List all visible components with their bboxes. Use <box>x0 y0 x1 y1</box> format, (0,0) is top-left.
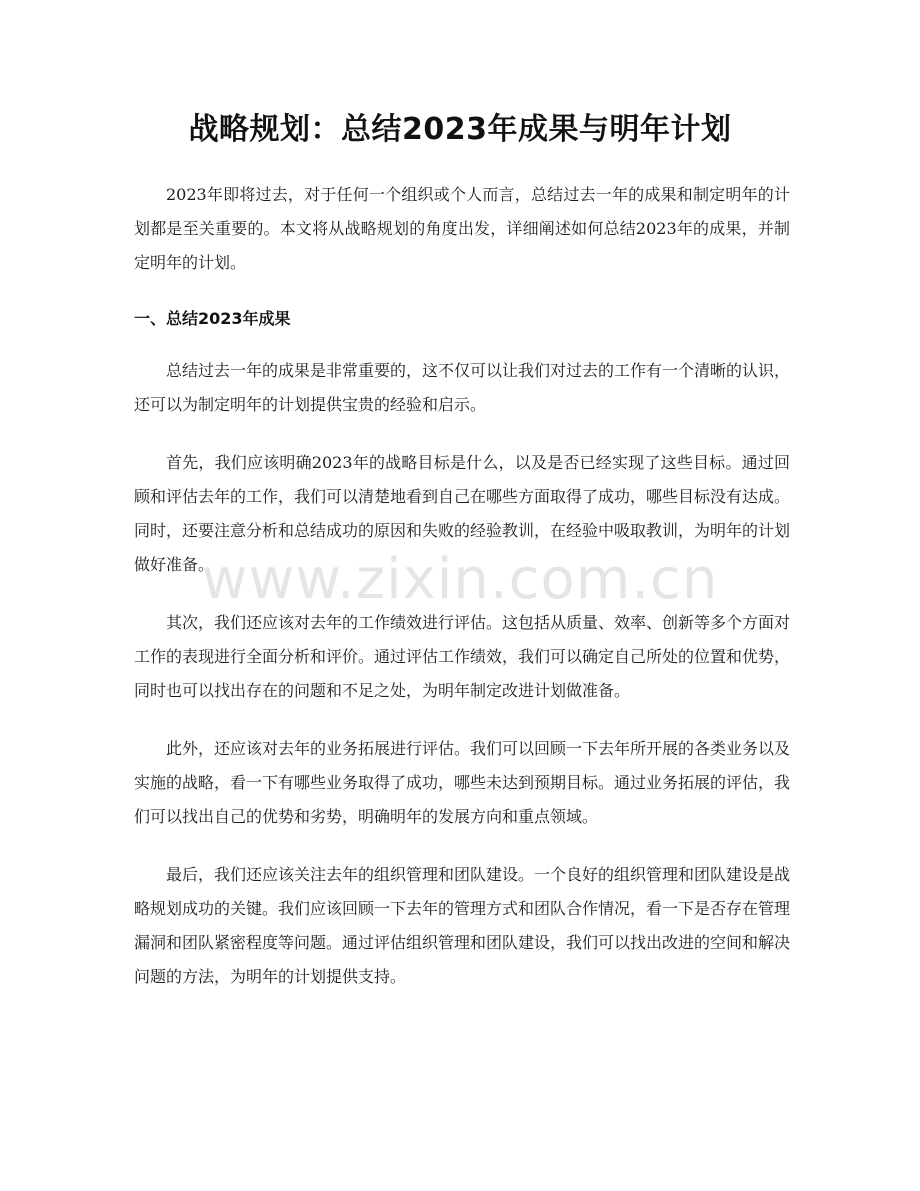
document-title: 战略规划：总结2023年成果与明年计划 <box>188 112 732 147</box>
body-paragraph: 首先，我们应该明确2023年的战略目标是什么，以及是否已经实现了这些目标。通过回顾和评估去年的工作，我们可以清楚地看到自己在哪些方面取得了成功，哪些目标没有达成。同时，还要注意分析和总结成功的原因和失败的经验教训，在经验中吸取教训，为明年的计划做好准备。 <box>134 453 791 574</box>
body-paragraph: 最后，我们还应该关注去年的组织管理和团队建设。一个良好的组织管理和团队建设是战略规划成功的关键。我们应该回顾一下去年的管理方式和团队合作情况，看一下是否存在管理漏洞和团队紧密程度等问题。通过评估组织管理和团队建设，我们可以找出改进的空间和解决问题的方法，为明年的计划提供支持。 <box>134 865 791 986</box>
body-paragraph: 其次，我们还应该对去年的工作绩效进行评估。这包括从质量、效率、创新等多个方面对工作的表现进行全面分析和评价。通过评估工作绩效，我们可以确定自己所处的位置和优势，同时也可以找出存在的问题和不足之处，为明年制定改进计划做准备。 <box>134 613 791 700</box>
watermark: www.zixin.com.cn <box>201 547 719 612</box>
body-paragraph: 总结过去一年的成果是非常重要的，这不仅可以让我们对过去的工作有一个清晰的认识，还可以为制定明年的计划提供宝贵的经验和启示。 <box>134 361 791 414</box>
document-body <box>134 178 790 1018</box>
intro-paragraph: 2023年即将过去，对于任何一个组织或个人而言，总结过去一年的成果和制定明年的计划都是至关重要的。本文将从战略规划的角度出发，详细阐述如何总结2023年的成果，并制定明年的计划。 <box>134 185 790 272</box>
section-heading: 一、总结2023年成果 <box>134 309 291 328</box>
body-paragraph: 此外，还应该对去年的业务拓展进行评估。我们可以回顾一下去年所开展的各类业务以及实施的战略，看一下有哪些业务取得了成功，哪些未达到预期目标。通过业务拓展的评估，我们可以找出自己的优势和劣势，明确明年的发展方向和重点领域。 <box>134 739 791 826</box>
